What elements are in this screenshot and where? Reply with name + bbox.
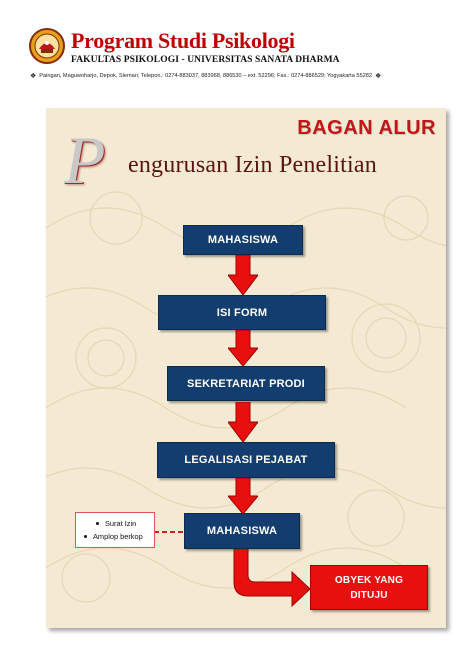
requirement-text: Amplop berkop	[93, 532, 143, 541]
address-line	[30, 72, 450, 80]
faculty-name: FAKULTAS PSIKOLOGI - UNIVERSITAS SANATA DHARMA	[71, 55, 340, 65]
requirement-item	[76, 530, 151, 543]
requirements-box	[75, 512, 155, 548]
step-legalisasi-pejabat: LEGALISASI PEJABAT	[157, 442, 335, 478]
down-arrow-icon	[228, 330, 258, 366]
bullet-dot-icon	[96, 522, 99, 525]
step-mahasiswa-start: MAHASISWA	[183, 225, 303, 255]
chart-title: engurusan Izin Penelitian	[128, 152, 377, 178]
destination-line-1: OBYEK YANG	[334, 574, 404, 586]
step-mahasiswa-end: MAHASISWA	[184, 513, 300, 549]
bullet-dot-icon	[84, 535, 87, 538]
down-arrow-icon	[228, 478, 258, 514]
flowchart-poster	[46, 108, 446, 628]
elbow-arrow-icon	[230, 549, 312, 613]
destination-line-2: DITUJU	[350, 589, 388, 601]
chart-heading: BAGAN ALUR	[297, 117, 436, 139]
title-initial: P	[64, 122, 106, 198]
step-isi-form: ISI FORM	[158, 295, 326, 330]
address-text: Paingan, Maguwoharjo, Depok, Sleman; Telepon.: 0274-883037, 883968, 886530 – ext. 52296; Fax.: 0274-886529; Yogyakarta 55282	[39, 73, 372, 79]
down-arrow-icon	[228, 255, 258, 295]
step-sekretariat-prodi: SEKRETARIAT PRODI	[167, 366, 325, 401]
destination-box	[310, 565, 428, 610]
down-arrow-icon	[228, 402, 258, 442]
requirement-item	[76, 517, 151, 530]
bullet-icon: ❖	[30, 73, 37, 80]
university-seal-icon	[28, 27, 66, 65]
bullet-icon: ❖	[374, 73, 382, 80]
program-name: Program Studi Psikologi	[71, 28, 295, 53]
requirement-text: Surat Izin	[105, 519, 137, 528]
